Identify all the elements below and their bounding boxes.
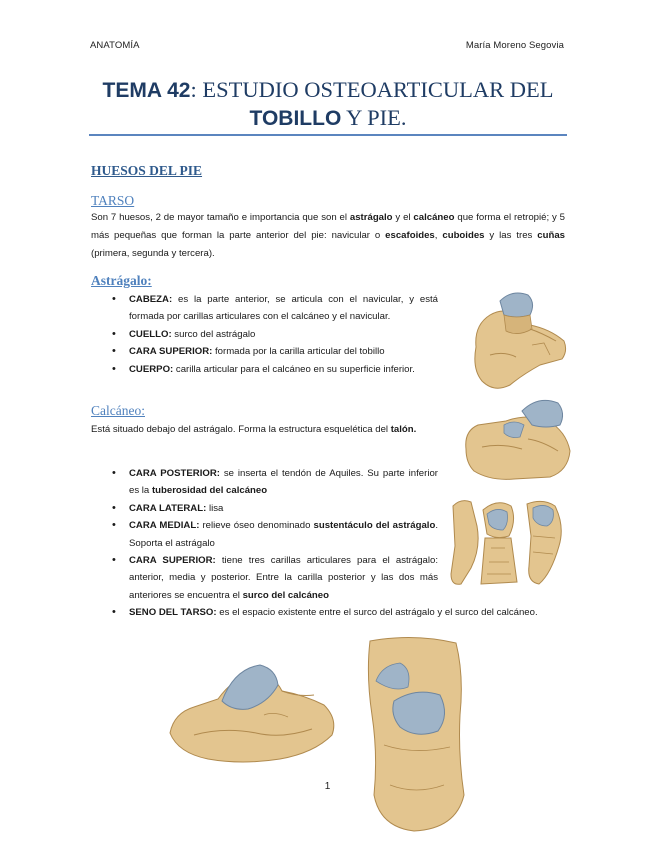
page-number: 1 <box>324 781 331 792</box>
tarso-paragraph: Son 7 huesos, 2 de mayor tamaño e importancia que son el astrágalo y el calcáneo que forma el retropié; y 5 más pequeñas que forman la parte anterior del pie: navicular o escafoides, cuboides y las tres cuñas (primera, segunda y tercera). <box>91 212 565 259</box>
calcaneo-heading: Calcáneo: <box>91 403 145 418</box>
list-item: • CARA POSTERIOR: se inserta el tendón de Aquiles. Su parte inferior es la tuberosidad del calcáneo <box>112 465 438 500</box>
title-bold-word: TOBILLO <box>249 107 342 130</box>
list-item: • CARA LATERAL: lisa <box>112 500 438 517</box>
page-title: TEMA 42: ESTUDIO OSTEOARTICULAR DEL TOBILLO Y PIE. <box>102 77 554 130</box>
header-subject: ANATOMÍA <box>90 40 140 51</box>
calcaneo-intro: Está situado debajo del astrágalo. Forma la estructura esquelética del talón. <box>91 424 417 435</box>
title-line1: ESTUDIO OSTEOARTICULAR DEL <box>202 77 554 102</box>
section-heading: HUESOS DEL PIE <box>91 163 203 178</box>
list-item: • SENO DEL TARSO: es el espacio existente entre el surco del astrágalo y el surco del calcáneo. <box>112 604 565 621</box>
title-divider <box>89 134 567 136</box>
list-item: • CUERPO: carilla articular para el calcáneo en su superficie inferior. <box>112 361 438 378</box>
list-item: • CARA SUPERIOR: tiene tres carillas articulares para el astrágalo: anterior, media y posterior. Entre la carilla posterior y las dos más anteriores se encuentra el surco del calcáneo <box>112 552 438 604</box>
foot-bones-lateral-illustration <box>470 285 570 397</box>
calcaneus-talus-lateral-illustration <box>462 391 574 485</box>
title-line2: Y PIE. <box>341 105 407 130</box>
astragalo-list <box>112 291 438 378</box>
foot-bones-dorsal-illustration <box>447 496 569 588</box>
calcaneo-list <box>112 465 538 622</box>
list-item: • CUELLO: surco del astrágalo <box>112 326 438 343</box>
calcaneus-superior-illustration <box>360 635 470 835</box>
astragalo-heading: Astrágalo: <box>91 273 152 288</box>
talus-lateral-illustration <box>164 655 340 767</box>
header-author: María Moreno Segovia <box>465 40 564 51</box>
list-item: • CARA SUPERIOR: formada por la carilla articular del tobillo <box>112 343 438 360</box>
tarso-heading: TARSO <box>91 193 135 208</box>
title-prefix: TEMA 42 <box>102 79 191 102</box>
list-item: • CABEZA: es la parte anterior, se articula con el navicular, y está formada por carillas articulares con el calcáneo y el navicular. <box>112 291 438 326</box>
list-item: • CARA MEDIAL: relieve óseo denominado sustentáculo del astrágalo. Soporta el astrágalo <box>112 517 438 552</box>
